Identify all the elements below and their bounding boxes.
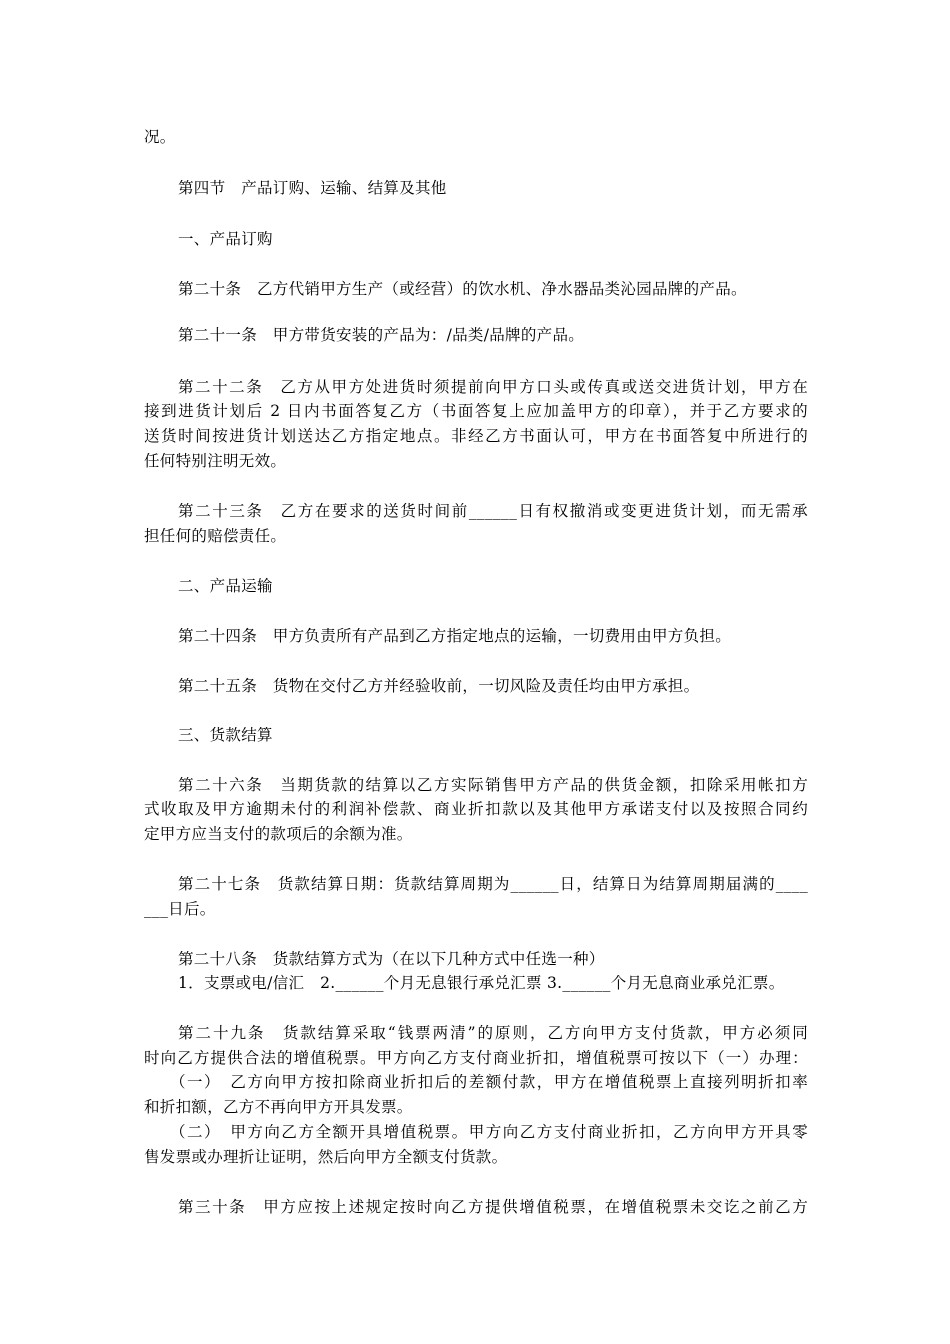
subsection-heading: 二、产品运输 — [178, 577, 273, 595]
article-25: 第二十五条 货物在交付乙方并经验收前，一切风险及责任均由甲方承担。 — [178, 677, 700, 695]
text-line: 和折扣额，乙方不再向甲方开具发票。 — [144, 1098, 413, 1116]
text-line: 售发票或办理折让证明，然后向甲方全额支付货款。 — [144, 1148, 508, 1166]
option-1: （一） 乙方向甲方按扣除商业折扣后的差额付款，甲方在增值税票上直接列明折扣率 — [170, 1073, 808, 1091]
article-23: 第二十三条 乙方在要求的送货时间前______日有权撤消或变更进货计划，而无需承 — [178, 502, 808, 520]
payment-options: 1．支票或电/信汇 2.______个月无息银行承兑汇票 3.______个月无息商业承兑汇票。 — [178, 974, 785, 992]
subsection-heading: 一、产品订购 — [178, 230, 273, 248]
article-24: 第二十四条 甲方负责所有产品到乙方指定地点的运输，一切费用由甲方负担。 — [178, 627, 732, 645]
article-30: 第三十条 甲方应按上述规定按时向乙方提供增值税票，在增值税票未交讫之前乙方 — [178, 1198, 808, 1216]
article-28: 第二十八条 货款结算方式为（在以下几种方式中任选一种） — [178, 950, 605, 968]
text-line: 定甲方应当支付的款项后的余额为准。 — [144, 825, 413, 843]
article-21: 第二十一条 甲方带货安装的产品为：/品类/品牌的产品。 — [178, 326, 585, 344]
text-line: 接到进货计划后 2 日内书面答复乙方（书面答复上应加盖甲方的印章），并于乙方要求的 — [144, 402, 808, 420]
article-20: 第二十条 乙方代销甲方生产（或经营）的饮水机、净水器品类沁园品牌的产品。 — [178, 280, 747, 298]
option-2: （二） 甲方向乙方全额开具增值税票。甲方向乙方支付商业折扣，乙方向甲方开具零 — [170, 1123, 808, 1141]
text-line: 送货时间按进货计划送达乙方指定地点。非经乙方书面认可，甲方在书面答复中所进行的 — [144, 427, 808, 445]
text-line: 担任何的赔偿责任。 — [144, 527, 287, 545]
text-line: 任何特别注明无效。 — [144, 452, 287, 470]
subsection-heading: 三、货款结算 — [178, 726, 273, 744]
text-line: 况。 — [144, 128, 176, 146]
article-29: 第二十九条 货款结算采取“钱票两清”的原则，乙方向甲方支付货款，甲方必须同 — [178, 1024, 808, 1042]
text-line: 时向乙方提供合法的增值税票。甲方向乙方支付商业折扣，增值税票可按以下（一）办理： — [144, 1049, 808, 1067]
article-27: 第二十七条 货款结算日期：货款结算周期为______日，结算日为结算周期届满的____ — [178, 875, 808, 893]
article-22: 第二十二条 乙方从甲方处进货时须提前向甲方口头或传真或送交进货计划，甲方在 — [178, 378, 808, 396]
text-line: 式收取及甲方逾期未付的利润补偿款、商业折扣款以及其他甲方承诺支付以及按照合同约 — [144, 800, 808, 818]
text-line: ___日后。 — [144, 900, 216, 918]
article-26: 第二十六条 当期货款的结算以乙方实际销售甲方产品的供货金额，扣除采用帐扣方 — [178, 776, 808, 794]
section-heading: 第四节 产品订购、运输、结算及其他 — [178, 179, 447, 197]
